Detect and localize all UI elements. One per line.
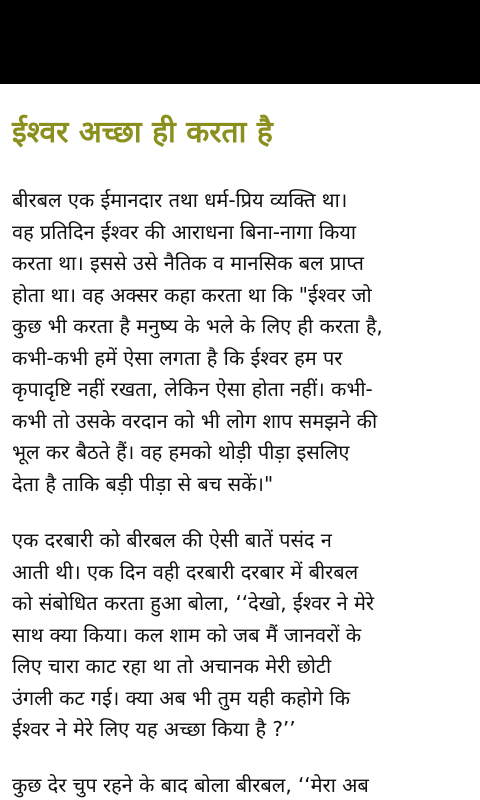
paragraph-line: साथ क्या किया। कल शाम को जब मैं जानवरों के (12, 622, 362, 647)
paragraph-1 (12, 185, 476, 500)
paragraph-line: को संबोधित करता हुआ बोला, ‘‘देखो, ईश्वर ने मेरे (12, 591, 375, 615)
paragraph-line: वह प्रतिदिन ईश्वर की आराधना बिना-नागा किया (12, 219, 357, 244)
paragraph-line: आती थी। एक दिन वही दरबारी दरबार में बीरबल (12, 559, 359, 584)
paragraph-line: कुछ भी करता है मनुष्य के भले के लिए ही करता है, (12, 314, 383, 338)
paragraph-line: बीरबल एक ईमानदार तथा धर्म-प्रिय व्यक्ति था। (12, 188, 348, 212)
paragraph-line: ईश्वर ने मेरे लिए यह अच्छा किया है ?’’ (12, 717, 296, 741)
paragraph-line: कभी तो उसके वरदान को भी लोग शाप समझने की (12, 408, 378, 433)
story-reader[interactable] (0, 84, 480, 800)
paragraph-line: करता था। इससे उसे नैतिक व मानसिक बल प्राप्त (12, 251, 364, 275)
paragraph-line: होता था। वह अक्सर कहा करता था कि "ईश्वर जो (12, 282, 372, 307)
paragraph-line: लिए चारा काट रहा था तो अचानक मेरी छोटी (12, 654, 332, 678)
story-title: ईश्वर अच्छा ही करता है (12, 115, 273, 150)
paragraph-2 (12, 525, 476, 746)
paragraph-line: उंगली कट गई। क्या अब भी तुम यही कहोगे कि (12, 685, 350, 710)
status-bar (0, 0, 480, 84)
paragraph-3 (12, 770, 476, 800)
paragraph-line: कुछ देर चुप रहने के बाद बोला बीरबल, ‘‘मेरा अब (12, 773, 369, 797)
paragraph-line: कभी-कभी हमें ऐसा लगता है कि ईश्वर हम पर (12, 345, 343, 370)
paragraph-line: देता है ताकि बड़ी पीड़ा से बच सकें।" (12, 471, 274, 496)
paragraph-line: कृपादृष्टि नहीं रखता, लेकिन ऐसा होता नहीं। कभी- (12, 377, 373, 401)
paragraph-line: एक दरबारी को बीरबल की ऐसी बातें पसंद न (12, 528, 332, 552)
paragraph-line: भूल कर बैठते हैं। वह हमको थोड़ी पीड़ा इसलिए (12, 440, 350, 464)
